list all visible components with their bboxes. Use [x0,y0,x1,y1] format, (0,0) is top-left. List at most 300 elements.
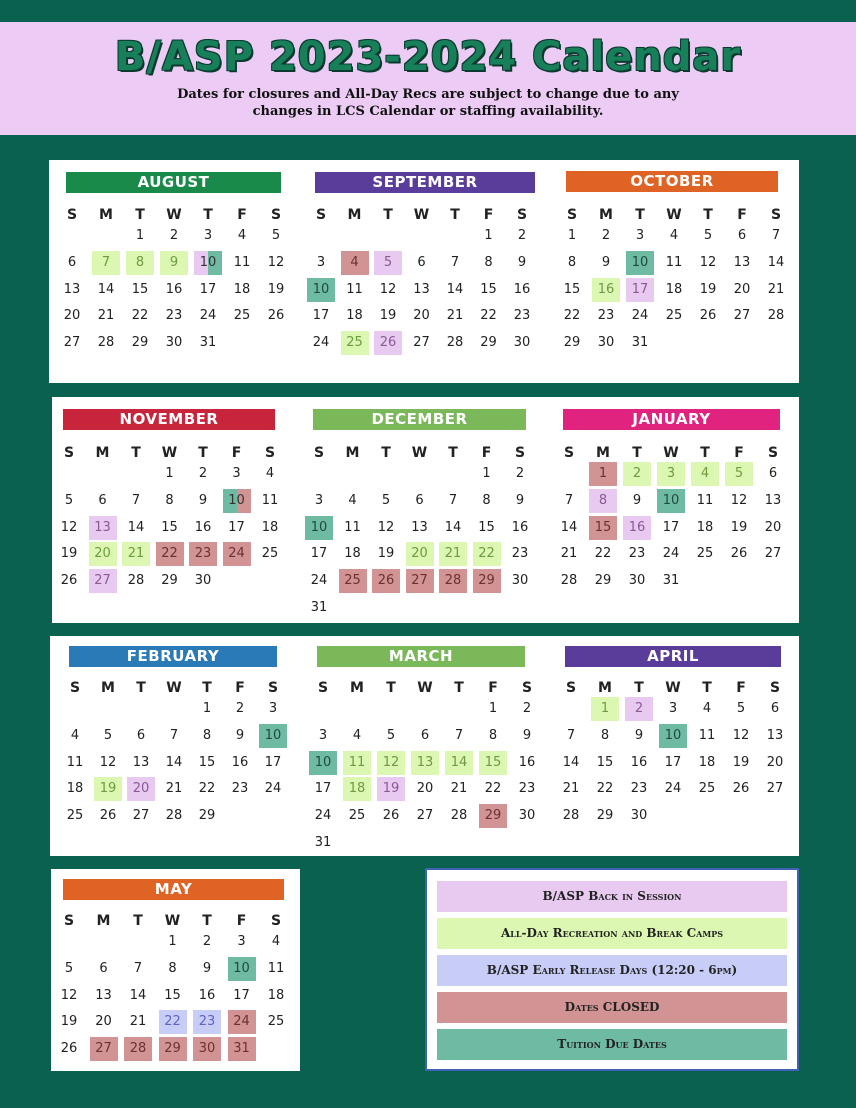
day-cell: 22 [594,546,612,562]
weekday-label: S [264,445,276,461]
day-cell: 10 [659,724,687,748]
day-cell: 10 [223,489,251,513]
day-cell: 31 [314,835,332,850]
day-cell: 10 [194,251,222,275]
day-cell: 30 [194,573,212,589]
day-cell: 28 [560,573,578,589]
day-cell: 29 [198,808,216,824]
day-cell: 8 [600,727,610,743]
day-cell: 29 [480,335,497,351]
weekday-label: M [599,207,613,223]
day-cell: 12 [377,751,405,775]
weekday-label: W [666,207,682,223]
day-cell: 8 [567,254,577,270]
weekday-label: S [521,680,533,696]
day-cell: 19 [267,281,285,297]
day-cell: 3 [314,492,324,508]
day-cell: 11 [344,519,361,535]
weekday-label: T [198,445,208,461]
weekday-label: T [454,680,464,696]
day-cell: 11 [66,754,84,770]
weekday-label: T [383,207,393,223]
day-cell: 2 [522,701,532,716]
day-cell: 4 [271,934,281,949]
day-cell: 8 [126,251,154,275]
day-cell: 16 [198,987,216,1003]
day-cell: 30 [630,808,648,824]
day-cell: 2 [515,466,525,481]
day-cell: 6 [737,228,747,243]
day-cell: 29 [596,808,614,824]
weekday-label: M [596,445,610,461]
subtitle-line-1: Dates for closures and All-Day Recs are subject to change due to any [177,87,679,102]
month-title-may: MAY [63,879,284,900]
month-title-january: JANUARY [563,409,780,430]
weekday-label: T [202,913,212,929]
day-cell: 20 [95,1014,112,1030]
day-cell: 9 [515,492,525,508]
day-cell: 31 [228,1037,256,1061]
day-cell: 9 [632,492,642,508]
day-cell: 13 [411,751,439,775]
day-cell: 17 [314,781,332,797]
day-cell: 18 [261,519,279,535]
day-cell: 30 [513,335,531,351]
day-cell: 14 [127,519,145,535]
day-cell: 15 [198,754,216,770]
day-cell: 8 [488,727,498,743]
day-cell: 1 [202,701,212,716]
day-cell: 19 [60,546,78,562]
day-cell: 8 [165,492,174,508]
day-cell: 23 [630,781,648,797]
day-cell: 25 [261,546,279,562]
day-cell: 21 [122,542,150,566]
legend-early: B/ASP Early Release Days (12:20 - 6pm) [437,955,787,986]
day-cell: 24 [664,781,682,797]
month-title-october: OCTOBER [566,171,778,192]
day-cell: 13 [411,519,428,535]
day-cell: 11 [261,492,279,508]
day-cell: 28 [97,335,115,351]
day-cell: 16 [630,754,648,770]
day-cell: 17 [626,278,654,302]
day-cell: 19 [377,777,405,801]
day-cell: 9 [160,251,188,275]
day-cell: 23 [511,546,529,562]
weekday-label: T [135,207,145,223]
weekday-label: S [63,913,75,929]
day-cell: 29 [159,1037,187,1061]
day-cell: 25 [698,781,716,797]
day-cell: 28 [450,808,468,824]
day-cell: 15 [478,519,495,535]
day-cell: 7 [131,492,141,508]
day-cell: 5 [703,228,713,243]
day-cell: 12 [699,254,717,270]
day-cell: 27 [90,1037,118,1061]
page-subtitle [0,86,856,120]
day-cell: 17 [310,546,328,562]
day-cell: 9 [634,727,644,743]
day-cell: 15 [589,516,617,540]
day-cell: 5 [64,960,74,976]
weekday-label: S [313,445,325,461]
weekday-label: S [563,445,575,461]
legend-box [425,868,799,1071]
weekday-label: W [166,207,182,223]
day-cell: 5 [381,492,391,508]
day-cell: 19 [379,308,397,324]
day-cell: 14 [129,987,147,1003]
weekday-label: M [347,207,362,223]
day-cell: 27 [413,335,430,351]
day-cell: 14 [560,519,578,535]
day-cell: 23 [193,1010,221,1034]
day-cell: 5 [271,228,281,243]
day-cell: 19 [730,519,748,535]
weekday-label: M [101,680,115,696]
day-cell: 31 [662,573,680,589]
day-cell: 13 [95,987,112,1003]
day-cell: 26 [730,546,748,562]
day-cell: 12 [60,519,78,535]
day-cell: 26 [699,308,717,324]
day-cell: 13 [733,254,751,270]
day-cell: 4 [352,727,362,743]
day-cell: 15 [596,754,614,770]
day-cell: 20 [406,542,434,566]
day-cell: 17 [662,519,680,535]
day-cell: 14 [165,754,183,770]
day-cell: 4 [237,228,247,243]
day-cell: 23 [189,542,217,566]
day-cell: 10 [305,516,333,540]
weekday-label: S [267,680,279,696]
day-cell: 27 [416,808,434,824]
day-cell: 23 [518,781,536,797]
day-cell: 21 [767,281,785,297]
day-cell: 2 [601,228,611,243]
day-cell: 7 [454,727,464,743]
weekday-label: T [700,445,710,461]
day-cell: 4 [702,701,712,716]
day-cell: 10 [307,278,335,302]
day-cell: 21 [165,781,183,797]
day-cell: 21 [446,308,464,324]
day-cell: 4 [265,466,275,481]
day-cell: 12 [267,254,285,270]
day-cell: 5 [725,462,753,486]
day-cell: 25 [665,308,683,324]
weekday-label: T [632,445,642,461]
weekday-label: S [315,207,327,223]
day-cell: 24 [310,573,328,589]
day-cell: 27 [764,546,782,562]
day-cell: 21 [439,542,467,566]
day-cell: 28 [439,569,467,593]
day-cell: 3 [268,701,278,716]
weekday-label: W [161,445,178,461]
day-cell: 26 [267,308,285,324]
day-cell: 29 [131,335,149,351]
day-cell: 3 [668,701,678,716]
day-cell: 6 [417,254,426,270]
day-cell: 15 [563,281,581,297]
day-cell: 26 [382,808,400,824]
day-cell: 4 [691,462,719,486]
day-cell: 27 [406,569,434,593]
day-cell: 25 [233,308,251,324]
day-cell: 10 [259,724,287,748]
day-cell: 4 [669,228,679,243]
day-cell: 17 [228,519,245,535]
day-cell: 27 [132,808,150,824]
weekday-label: T [203,207,213,223]
day-cell: 25 [267,1014,285,1030]
day-cell: 23 [597,308,615,324]
day-cell: 24 [312,335,330,351]
weekday-label: F [737,207,747,223]
day-cell: 6 [99,960,108,976]
day-cell: 14 [445,751,473,775]
day-cell: 18 [344,546,361,562]
day-cell: 20 [89,542,117,566]
weekday-label: W [164,913,181,929]
day-cell: 28 [127,573,145,589]
day-cell: 7 [450,254,460,270]
day-cell: 31 [310,600,328,615]
day-cell: 1 [135,228,145,243]
weekday-label: T [702,680,712,696]
day-cell: 7 [92,251,120,275]
day-cell: 4 [70,727,80,743]
day-cell: 23 [165,308,183,324]
day-cell: 12 [730,492,748,508]
day-cell: 5 [64,492,74,508]
day-cell: 21 [97,308,115,324]
day-cell: 5 [103,727,113,743]
day-cell: 22 [131,308,149,324]
day-cell: 13 [413,281,430,297]
weekday-label: S [770,207,782,223]
day-cell: 9 [601,254,611,270]
day-cell: 26 [99,808,117,824]
day-cell: 2 [625,697,653,721]
weekday-label: T [133,913,143,929]
day-cell: 5 [374,251,402,275]
weekday-label: F [235,680,245,696]
day-cell: 6 [136,727,146,743]
day-cell: 4 [341,251,369,275]
day-cell: 30 [628,573,646,589]
day-cell: 19 [377,546,395,562]
day-cell: 3 [657,462,685,486]
weekday-label: T [381,445,391,461]
day-cell: 23 [513,308,531,324]
day-cell: 3 [318,727,328,743]
day-cell: 9 [202,960,212,976]
day-cell: 7 [169,727,179,743]
legend-closed: Dates CLOSED [437,992,787,1023]
day-cell: 20 [416,781,434,797]
day-cell: 24 [199,308,217,324]
day-cell: 20 [127,777,155,801]
weekday-label: M [96,913,111,929]
day-cell: 21 [562,781,580,797]
day-cell: 22 [198,781,216,797]
day-cell: 24 [662,546,680,562]
day-cell: 30 [165,335,183,351]
day-cell: 2 [235,701,245,716]
day-cell: 6 [98,492,107,508]
day-cell: 17 [312,308,330,324]
day-cell: 29 [479,804,507,828]
day-cell: 2 [169,228,179,243]
weekday-label: T [131,445,141,461]
day-cell: 15 [479,751,507,775]
day-cell: 24 [631,308,649,324]
day-cell: 21 [560,546,578,562]
day-cell: 22 [159,1010,187,1034]
weekday-label: F [483,207,494,223]
day-cell: 27 [766,781,784,797]
day-cell: 13 [89,516,117,540]
weekday-label: S [767,445,779,461]
weekday-label: W [411,445,428,461]
weekday-label: S [565,680,577,696]
day-cell: 10 [228,957,256,981]
weekday-label: S [516,207,528,223]
weekday-label: S [769,680,781,696]
weekday-label: W [663,445,679,461]
day-cell: 10 [309,751,337,775]
day-cell: 10 [626,251,654,275]
weekday-label: S [514,445,526,461]
weekday-label: F [734,445,744,461]
day-cell: 28 [124,1037,152,1061]
day-cell: 1 [165,466,174,481]
day-cell: 1 [591,697,619,721]
day-cell: 13 [63,281,81,297]
weekday-label: S [66,207,78,223]
day-cell: 18 [665,281,683,297]
day-cell: 16 [592,278,620,302]
day-cell: 20 [413,308,430,324]
weekday-label: S [63,445,75,461]
day-cell: 17 [199,281,217,297]
day-cell: 22 [563,308,581,324]
day-cell: 17 [264,754,282,770]
weekday-label: T [635,207,645,223]
day-cell: 22 [596,781,614,797]
day-cell: 18 [66,781,84,797]
weekday-label: F [488,680,498,696]
day-cell: 11 [698,727,716,743]
weekday-label: S [270,913,282,929]
day-cell: 1 [589,462,617,486]
day-cell: 12 [732,727,750,743]
day-cell: 25 [66,808,84,824]
weekday-label: S [69,680,81,696]
day-cell: 11 [696,492,714,508]
weekday-label: T [136,680,146,696]
day-cell: 30 [597,335,615,351]
weekday-label: T [386,680,396,696]
weekday-label: M [345,445,360,461]
weekday-label: F [481,445,492,461]
day-cell: 12 [377,519,395,535]
weekday-label: F [231,445,242,461]
day-cell: 15 [480,281,497,297]
day-cell: 15 [161,519,178,535]
weekday-label: F [237,207,247,223]
day-cell: 6 [420,727,430,743]
day-cell: 21 [450,781,468,797]
day-cell: 29 [594,573,612,589]
day-cell: 22 [473,542,501,566]
subtitle-line-2: changes in LCS Calendar or staffing availability. [252,104,604,119]
day-cell: 12 [60,987,78,1003]
day-cell: 19 [94,777,122,801]
day-cell: 9 [235,727,245,743]
day-cell: 14 [767,254,785,270]
day-cell: 21 [129,1014,147,1030]
day-cell: 8 [202,727,212,743]
day-cell: 26 [732,781,750,797]
weekday-label: M [95,445,110,461]
day-cell: 19 [60,1014,78,1030]
day-cell: 27 [63,335,81,351]
day-cell: 7 [771,228,781,243]
day-cell: 31 [199,335,217,351]
month-title-april: APRIL [565,646,781,667]
weekday-label: M [350,680,364,696]
day-cell: 25 [339,569,367,593]
day-cell: 26 [374,331,402,355]
month-title-february: FEBRUARY [69,646,277,667]
day-cell: 20 [764,519,782,535]
day-cell: 27 [733,308,751,324]
legend-rec: All-Day Recreation and Break Camps [437,918,787,949]
weekday-label: T [202,680,212,696]
day-cell: 3 [237,934,246,949]
weekday-label: W [166,680,182,696]
month-title-december: DECEMBER [313,409,526,430]
day-cell: 30 [518,808,536,824]
day-cell: 24 [314,808,332,824]
day-cell: 30 [193,1037,221,1061]
day-cell: 2 [202,934,212,949]
day-cell: 14 [446,281,464,297]
day-cell: 8 [168,960,177,976]
legend-session: B/ASP Back in Session [437,881,787,912]
weekday-label: M [598,680,612,696]
weekday-label: W [665,680,681,696]
day-cell: 28 [165,808,183,824]
day-cell: 22 [156,542,184,566]
day-cell: 29 [563,335,581,351]
day-cell: 9 [522,727,532,743]
month-title-august: AUGUST [66,172,281,193]
day-cell: 11 [665,254,683,270]
day-cell: 6 [768,466,778,481]
day-cell: 19 [732,754,750,770]
day-cell: 15 [164,987,181,1003]
day-cell: 22 [480,308,497,324]
day-cell: 27 [89,569,117,593]
day-cell: 16 [518,754,536,770]
